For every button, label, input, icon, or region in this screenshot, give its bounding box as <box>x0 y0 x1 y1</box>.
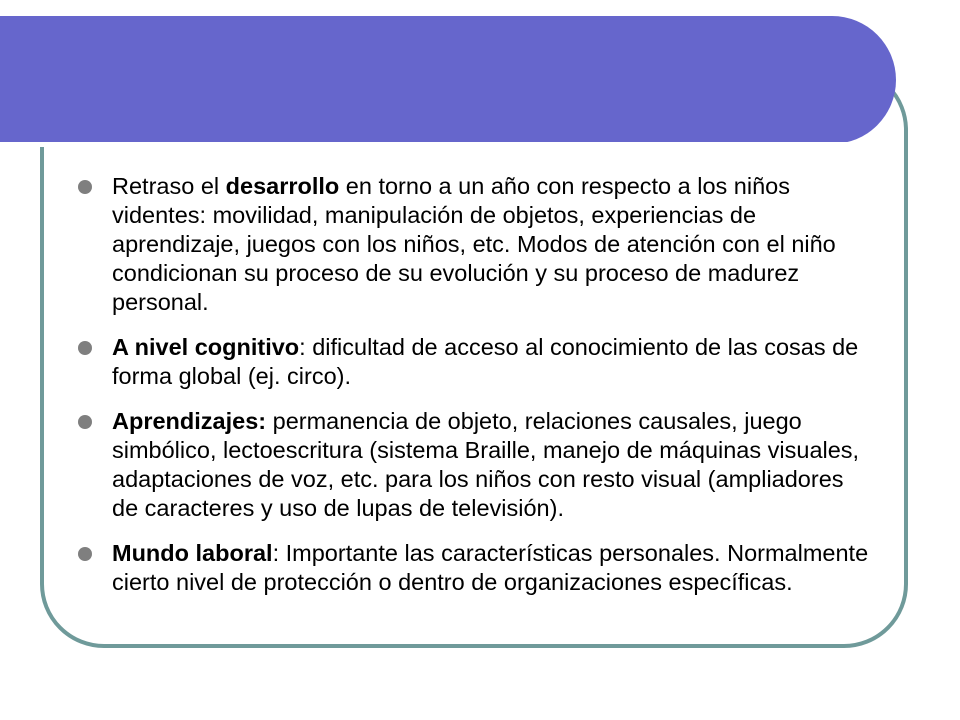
title-band <box>0 16 896 144</box>
slide-body <box>76 172 876 613</box>
bullet-dot-icon <box>78 547 92 561</box>
bullet-text: : Importante las características personales. Normalmente cierto nivel de protección o dentro de organizaciones específicas. <box>112 540 869 595</box>
bullet-keyword: desarrollo <box>225 173 340 199</box>
bullet-keyword: A nivel cognitivo <box>112 334 300 360</box>
bullet-item-aprendizajes <box>76 407 876 523</box>
bullet-keyword: Aprendizajes: <box>112 408 267 434</box>
bullet-text: : dificultad de acceso al conocimiento de las cosas de forma global (ej. circo). <box>112 334 859 389</box>
bullet-dot-icon <box>78 180 92 194</box>
bullet-text: en torno a un año con respecto a los niños videntes: movilidad, manipulación de objetos, experiencias de aprendizaje, juegos con los niños, etc. Modos de atención con el niño condicionan su proceso de su evolución y su proceso de madurez personal. <box>112 173 836 315</box>
bullet-item-desarrollo <box>76 172 876 317</box>
title-underline <box>0 142 848 147</box>
bullet-item-laboral <box>76 539 876 597</box>
bullet-dot-icon <box>78 415 92 429</box>
bullet-text: permanencia de objeto, relaciones causales, juego simbólico, lectoescritura (sistema Braille, manejo de máquinas visuales, adaptaciones de voz, etc. para los niños con resto visual (ampliadores de caracteres y uso de lupas de televisión). <box>112 408 860 521</box>
bullet-keyword: Mundo laboral <box>112 540 273 566</box>
bullet-text-prefix: Retraso el <box>112 173 226 199</box>
bullet-dot-icon <box>78 341 92 355</box>
bullet-list <box>76 172 876 597</box>
bullet-item-cognitivo <box>76 333 876 391</box>
